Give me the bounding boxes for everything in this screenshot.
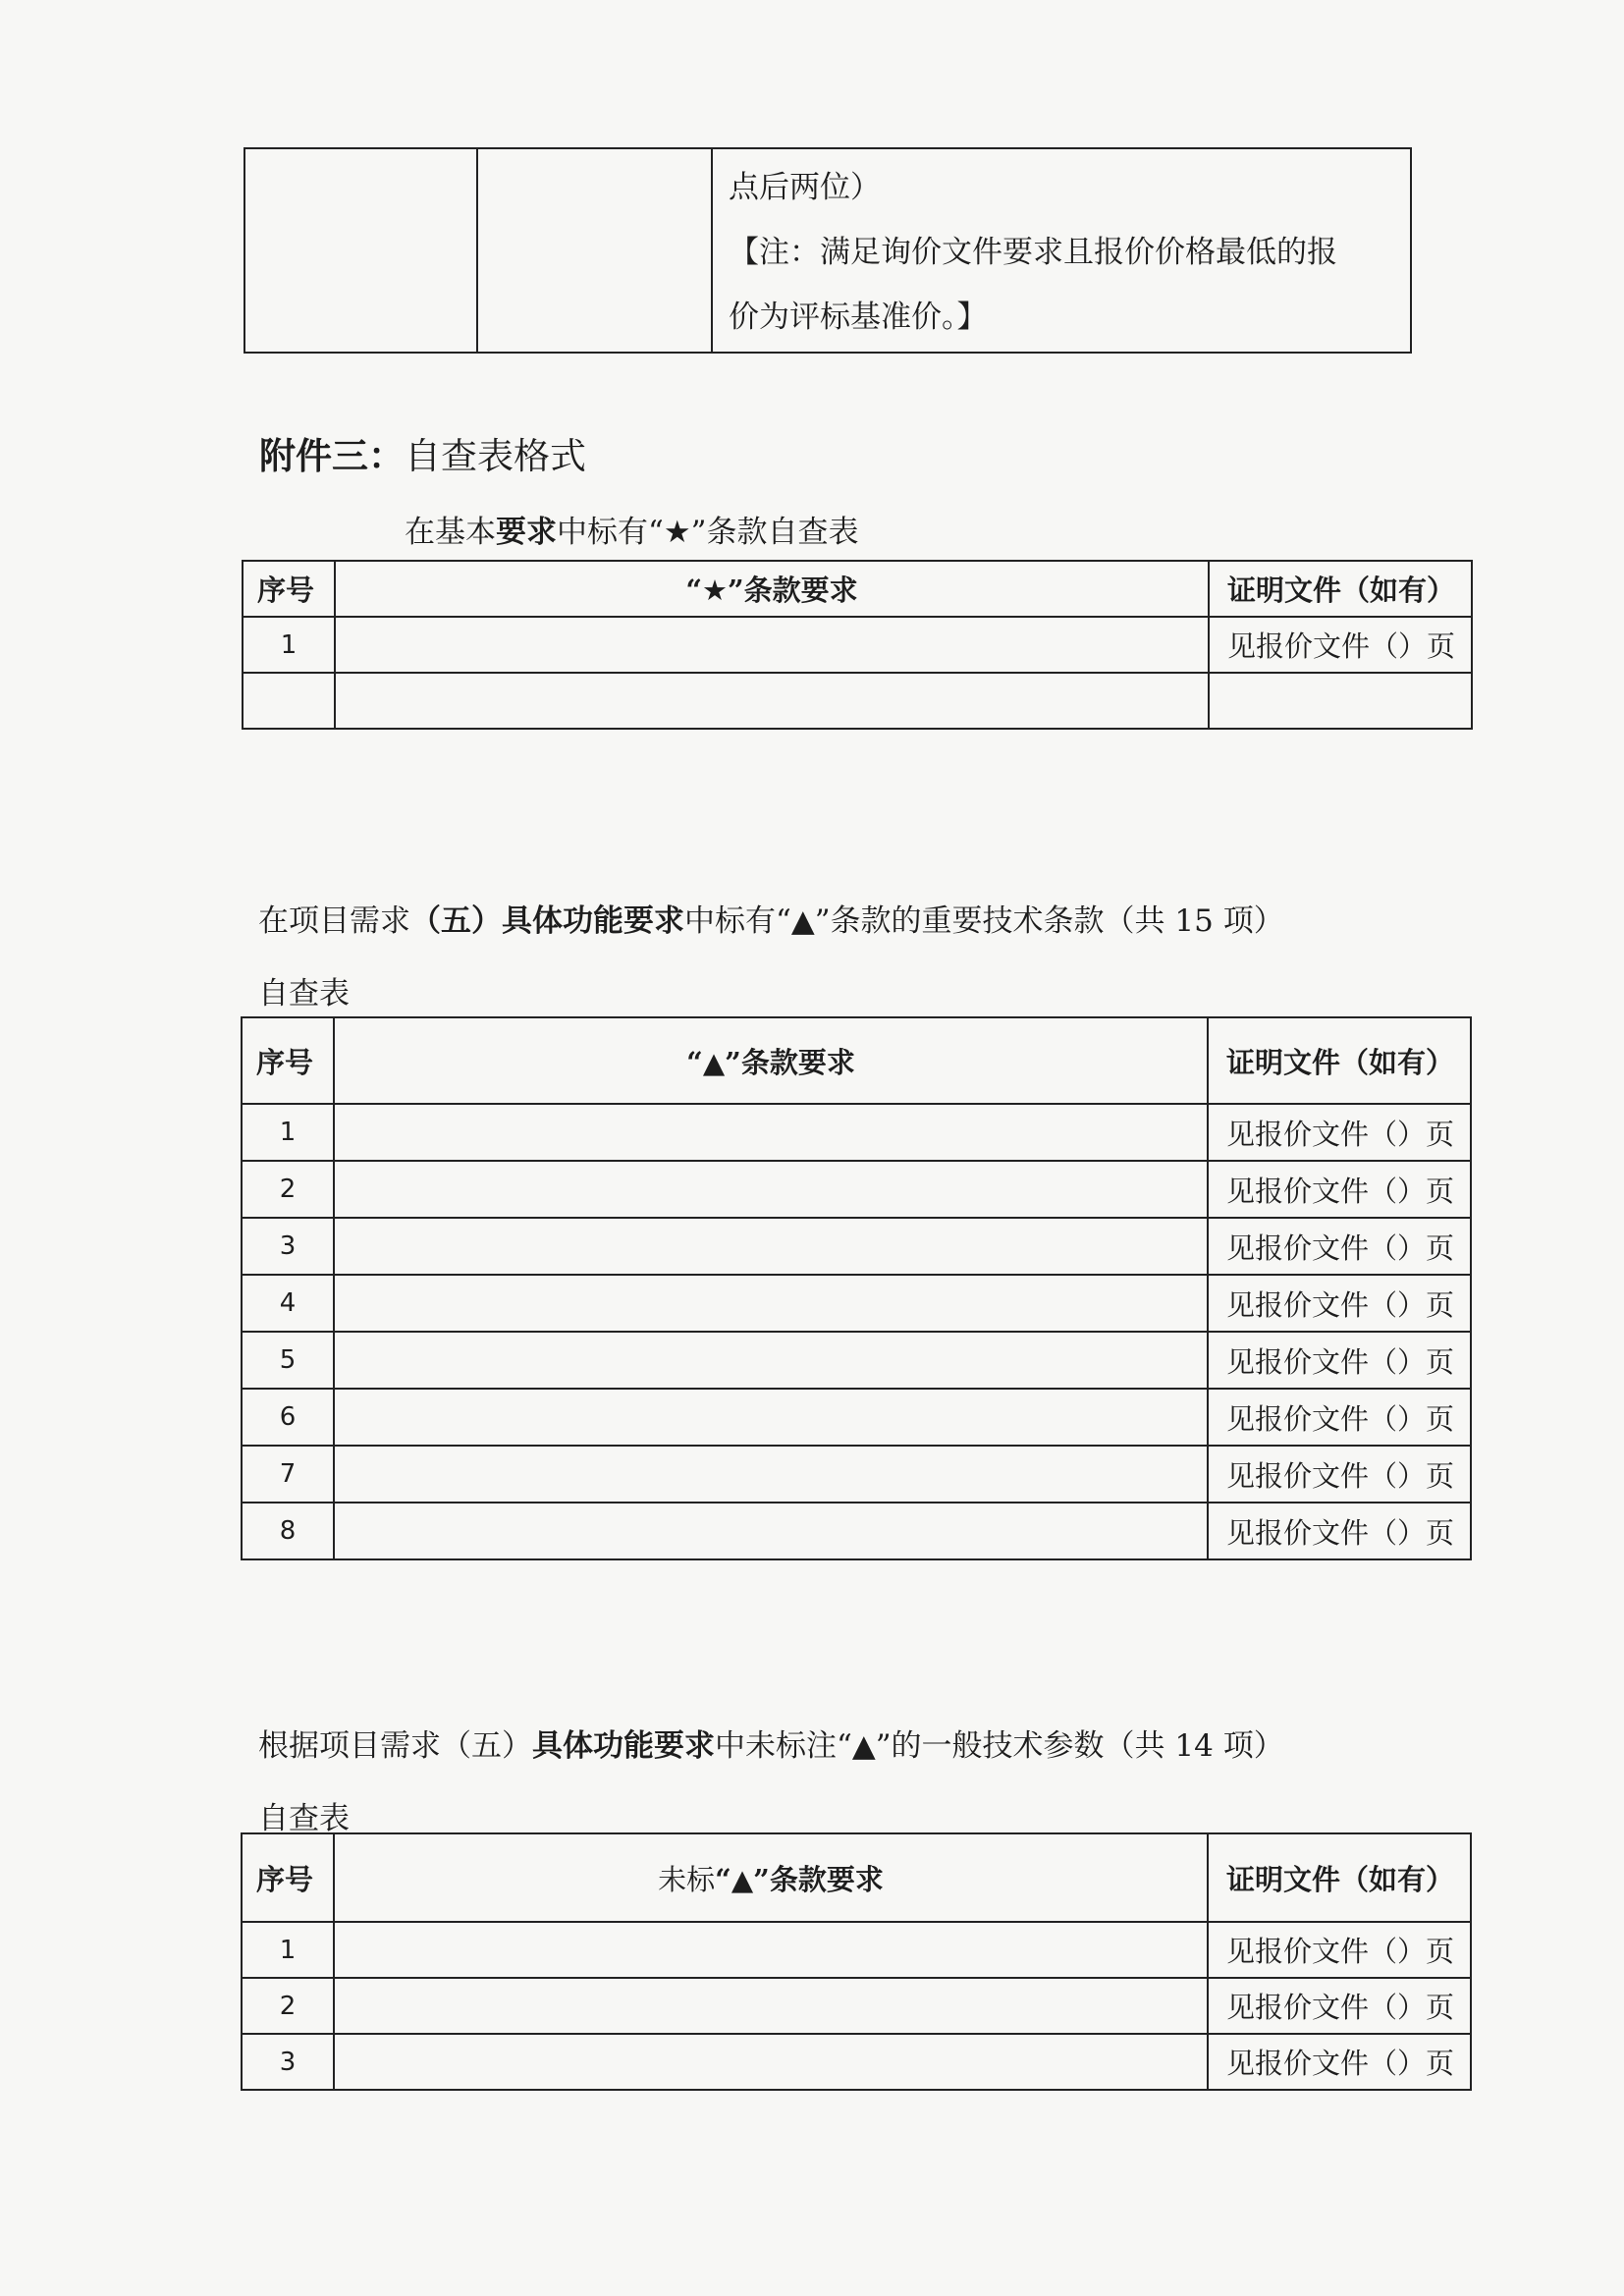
row-number: 2	[242, 1161, 334, 1218]
row-number: 1	[243, 617, 335, 673]
title-text: 中标有“	[684, 903, 791, 939]
proof-cell: 见报价文件（）页	[1208, 1332, 1471, 1389]
untriangle-checklist-table	[241, 1832, 1472, 2091]
header-text: 未标	[658, 1862, 716, 1896]
continued-scoring-table	[244, 147, 1412, 354]
proof-cell: 见报价文件（）页	[1208, 1389, 1471, 1446]
triangle-section-subtitle: 自查表	[258, 976, 350, 1011]
table-row	[242, 2034, 1471, 2090]
proof-cell: 见报价文件（）页	[1208, 1104, 1471, 1161]
note-line: 价为评标基准价。】	[729, 300, 988, 335]
row-number: 5	[242, 1332, 334, 1389]
proof-cell: 见报价文件（）页	[1209, 617, 1472, 673]
note-cell	[712, 148, 1411, 353]
table-row	[242, 1922, 1471, 1978]
requirement-cell	[334, 1978, 1208, 2034]
proof-cell: 见报价文件（）页	[1208, 1275, 1471, 1332]
title-text: 在项目需求	[258, 903, 410, 939]
proof-cell: 见报价文件（）页	[1208, 1446, 1471, 1503]
title-bold-text: 要求	[496, 515, 557, 550]
requirement-cell	[334, 1104, 1208, 1161]
requirement-cell	[334, 1275, 1208, 1332]
proof-cell: 见报价文件（）页	[1208, 1218, 1471, 1275]
untriangle-section-title	[258, 1721, 1284, 1765]
row-number: 7	[242, 1446, 334, 1503]
column-header-seq: 序号	[242, 1017, 334, 1104]
star-checklist-table	[242, 560, 1473, 730]
column-header-requirement	[335, 561, 1209, 617]
table-row	[242, 1446, 1471, 1503]
attachment-heading	[259, 426, 586, 479]
table-header-row	[242, 1833, 1471, 1922]
proof-cell: 见报价文件（）页	[1208, 1161, 1471, 1218]
requirement-cell	[334, 1503, 1208, 1559]
row-number: 3	[242, 2034, 334, 2090]
requirement-cell	[334, 2034, 1208, 2090]
column-header-proof: 证明文件（如有）	[1208, 1017, 1471, 1104]
requirement-cell	[334, 1161, 1208, 1218]
row-number: 6	[242, 1389, 334, 1446]
requirement-cell	[335, 673, 1209, 729]
title-text: 中未标注“	[715, 1728, 852, 1764]
header-text: ”条款要求	[753, 1862, 884, 1896]
requirement-cell	[334, 1922, 1208, 1978]
requirement-cell	[335, 617, 1209, 673]
column-header-requirement	[334, 1017, 1208, 1104]
column-header-proof: 证明文件（如有）	[1208, 1833, 1471, 1922]
proof-cell	[1209, 673, 1472, 729]
row-number: 1	[242, 1922, 334, 1978]
table-row	[242, 1332, 1471, 1389]
untriangle-section-subtitle: 自查表	[258, 1801, 350, 1836]
title-text: 在基本	[405, 515, 496, 550]
triangle-icon: ▲	[702, 1045, 726, 1079]
quote-open: “	[686, 1045, 703, 1079]
table-header-row	[242, 1017, 1471, 1104]
table-row	[242, 1161, 1471, 1218]
attachment-title: 自查表格式	[405, 435, 586, 477]
title-text: ”的一般技术参数（共 14 项）	[875, 1728, 1284, 1764]
quote-open: “	[685, 574, 702, 607]
title-bold-text: 具体功能要求	[532, 1728, 715, 1764]
table-row	[243, 673, 1472, 729]
note-line: 点后两位）	[729, 170, 881, 205]
requirement-cell	[334, 1218, 1208, 1275]
triangle-icon: ▲	[731, 1862, 754, 1896]
title-text: 根据项目需求（五）	[258, 1728, 532, 1764]
proof-cell: 见报价文件（）页	[1208, 1922, 1471, 1978]
table-row	[242, 1389, 1471, 1446]
requirement-cell	[334, 1446, 1208, 1503]
empty-cell	[244, 148, 477, 353]
proof-cell: 见报价文件（）页	[1208, 1978, 1471, 2034]
triangle-checklist-table	[241, 1016, 1472, 1560]
proof-cell: 见报价文件（）页	[1208, 2034, 1471, 2090]
title-text: ”条款自查表	[690, 515, 859, 550]
title-bold-text: （五）具体功能要求	[410, 903, 684, 939]
triangle-icon: ▲	[851, 1728, 876, 1764]
attachment-label: 附件三：	[259, 434, 405, 477]
title-text: ”条款的重要技术条款（共 15 项）	[814, 903, 1284, 939]
requirement-cell	[334, 1389, 1208, 1446]
header-text: ”条款要求	[725, 1045, 855, 1079]
table-row	[242, 1218, 1471, 1275]
row-number: 4	[242, 1275, 334, 1332]
note-line: 【注：满足询价文件要求且报价价格最低的报	[729, 235, 1337, 270]
column-header-seq: 序号	[243, 561, 335, 617]
title-text: 中标有“	[557, 515, 664, 550]
row-number: 3	[242, 1218, 334, 1275]
table-row	[244, 148, 1411, 353]
column-header-requirement	[334, 1833, 1208, 1922]
star-icon: ★	[663, 515, 691, 550]
table-row	[243, 617, 1472, 673]
requirement-cell	[334, 1332, 1208, 1389]
table-row	[242, 1104, 1471, 1161]
triangle-icon: ▲	[790, 903, 815, 939]
row-number: 1	[242, 1104, 334, 1161]
header-text: ”条款要求	[728, 574, 858, 607]
proof-cell: 见报价文件（）页	[1208, 1503, 1471, 1559]
star-section-title	[405, 507, 859, 551]
row-number: 8	[242, 1503, 334, 1559]
table-row	[242, 1275, 1471, 1332]
row-number: 2	[242, 1978, 334, 2034]
table-row	[242, 1503, 1471, 1559]
column-header-seq: 序号	[242, 1833, 334, 1922]
column-header-proof: 证明文件（如有）	[1209, 561, 1472, 617]
triangle-section-title	[258, 896, 1284, 940]
star-icon: ★	[702, 574, 728, 607]
table-row	[242, 1978, 1471, 2034]
quote-open: “	[715, 1862, 731, 1896]
empty-cell	[477, 148, 712, 353]
row-number	[243, 673, 335, 729]
table-header-row	[243, 561, 1472, 617]
